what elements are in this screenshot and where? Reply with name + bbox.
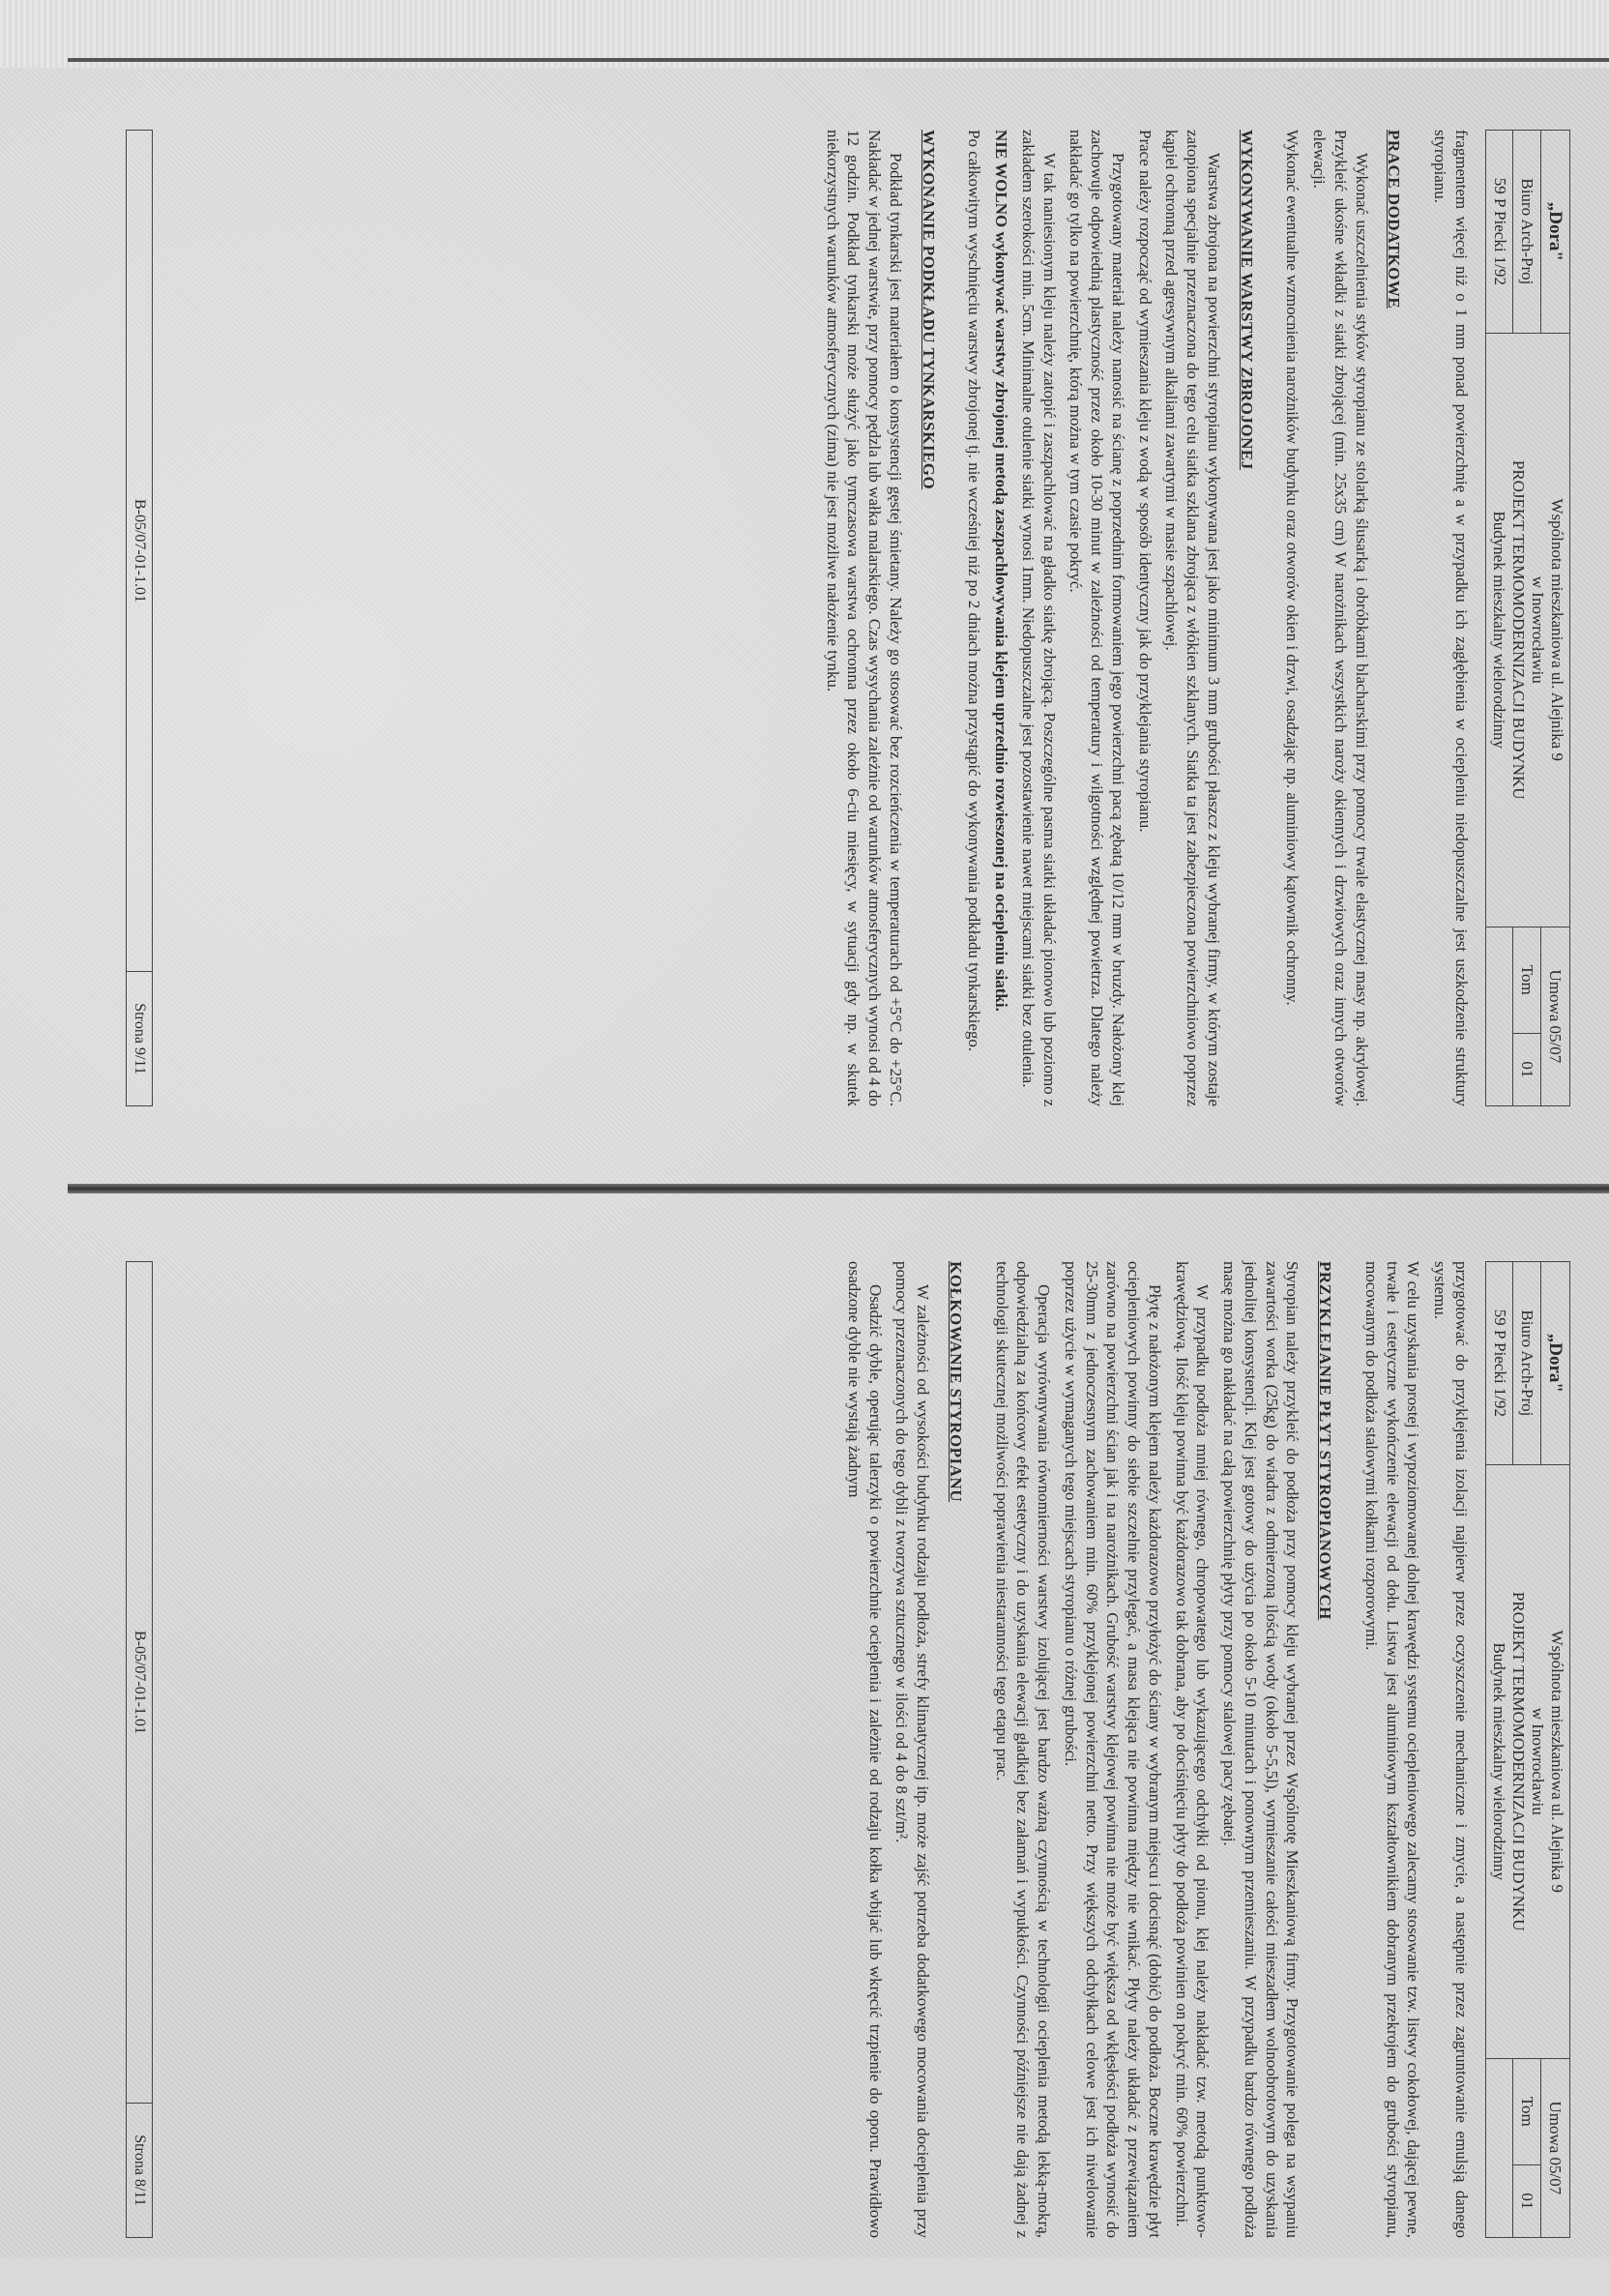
document-spread [68,62,1609,2257]
paragraph: Po całkowitym wyschnięciu warstwy zbrojonej tj. nie wcześniej niż po 2 dniach można przystąpić do wykonywania podkładu tynkarskiego. [965,130,984,1052]
emphasis-paragraph [991,130,1012,1106]
page-9 [68,72,1609,1164]
section-heading: WYKONYWANIE WARSTWY ZBROJONEJ [1237,130,1256,470]
project-line2: w Inowrocławiu [1529,1707,1547,1815]
paragraph: W przypadku podłoża mniej równego, chropowatego lub wykazującego odchyłki od pionu, klej należy nakładać tzw. metodą punktowo-krawędziową. Ilość kleju powinna być każdorazowo tak dobrana, aby po dociśnięciu płyty do podłoża powinien on pokryć min. 60% powierzchni. [1172,1261,1213,2238]
project-line2: w Inowrocławiu [1529,575,1547,684]
project-line3: PROJEKT TERMOMODERNIZACJI BUDYNKU [1509,1591,1528,1931]
paragraph: Wykonać ewentualne wzmocnienia narożników budynku oraz otworów okien i drzwi, osadzając np. aluminiowy kątownik ochronny. [1283,130,1302,1006]
paragraph: Operacja wyrównywania równomierności warstwy izolującej jest bardzo ważną czynnością w technologii ocieplenia metodą lekką-mokrą, odpowiedzialną za końcowy efekt estetyczny i do uzyskania elewacji gładkiej bez załamań i wypukłości. Czynności późniejsze nie dają żadnej z technologii skutecznej możliwości poprawienia niestaranności tego etapu prac. [992,1261,1054,2238]
page-8-body [843,1261,1472,2238]
project-line3: PROJEKT TERMOMODERNIZACJI BUDYNKU [1509,459,1528,800]
tom-value: 01 [1513,2164,1540,2237]
company-name: „Dora" [1540,1262,1569,1465]
contract-number: Umowa 05/07 [1540,927,1569,1105]
office-line1: Biuro Arch-Proj [1513,131,1540,334]
paragraph: Przygotowany materiał należy nanosić na ścianę z poprzednim formowaniem jego powierzchni pacą zębatą 10/12 mm w bruzdy. Nałożony klej zachowuje odpowiednią plastyczność przez około 10-30 minut w zależności od temperatury i wilgotności względnej powietrza. Dlatego należy nakładać go tylko na powierzchnię, którą można w tym czasie pokryć. [1067,130,1127,1106]
page-9-content [68,72,1609,1164]
paragraph: W zależności od wysokości budynku rodzaju podłoża, strefy klimatycznej itp. może zajść potrzeba dodatkowego mocowania docieplenia przy pomocy przeznaczonych do tego dybli z tworzywa sztucznego w ilości od 4 do 8 szt/m². [892,1261,933,2238]
project-cell [1486,1464,1570,2058]
page-8-header-table [1485,1261,1570,2238]
paragraph: Osadzić dyble, operując talerzyki o powierzchnie ocieplenia i zależnie od rodzaju kołka wbijać lub wkręcić trzpienie do oporu. Prawidłowo osadzone dyble nie wystają żadnym [845,1261,885,2238]
paragraph: Podkład tynkarski jest materiałem o konsystencji gęstej śmietany. Należy go stosować bez rozcieńczenia w temperaturach od +5°C do +25°C. Nakładać w jednej warstwie, przy pomocy pędzla lub wałka malarskiego. Czas wysychania zależnie od warunków atmosferycznych wynosi od 4 do 12 godzin. Podkład tynkarski może służyć jako tymczasowa warstwa ochronna przez około 6-ciu miesięcy, w sytuacji gdy np. w skutek niekorzystnych warunków atmosferycznych (zima) nie jest możliwe nałożenie tynku. [823,130,905,1106]
section-heading: PRZYKLEJANIE PŁYT STYROPIANOWYCH [1316,1261,1335,1620]
intro-paragraph: przygotować do przyklejenia izolacji najpierw przez oczyszczenie mechaniczne i zmycie, a następnie przez zagruntowanie emulsją danego systemu. [1431,1261,1471,2238]
office-line1: Biuro Arch-Proj [1513,1262,1540,1465]
document-code: B-05/07-01-1.01 [132,1630,148,1735]
page-number: Strona 8/11 [127,2103,152,2237]
project-line1: Wspólnota mieszkaniowa ul. Alejnika 9 [1548,498,1566,761]
document-code: B-05/07-01-1.01 [132,498,148,603]
paragraph: W celu uzyskania prostej i wypoziomowanej dolnej krawędzi systemu ociepleniowego zalecamy stosowanie tzw. listwy cokołowej, dającej pewne, trwałe i estetyczne wykończenie elewacji od dołu. Listwa jest aluminiowym kształtownikiem dobranym przekrojem do grubości styropianu, mocowanym do podłoża stalowymi kołkami rozporowymi. [1362,1261,1423,2238]
emphasis-text: NIE WOLNO wykonywać warstwy zbrojonej metodą zaszpachlowywania klejem uprzednio rozwieszonej na ociepleniu siatki. [992,130,1011,1012]
tom-label: Tom [1513,2058,1540,2164]
project-line4: Budynek mieszkalny wielorodzinny [1490,511,1508,749]
page-9-body [822,130,1472,1106]
page-fold [68,1184,1609,1193]
section-heading: KOŁKOWANIE STYROPIANU [947,1261,965,1503]
page-9-header-table [1485,130,1570,1106]
intro-paragraph: fragmentem więcej niż o 1 mm ponad powierzchnię a w przypadku ich zagłębienia w ociepleniu niedopuszczalne jest uszkodzenie struktury styropianu. [1431,130,1471,1106]
office-line2: 59 P Piecki 1/92 [1486,1262,1513,1465]
paragraph: Styropian należy przykleić do podłoża przy pomocy kleju wybranej przez Wspólnotę Mieszkaniową firmy. Przygotowanie polega na wsypaniu zawartości worka (25kg) do wiadra z odmierzoną ilością wody (około 5-5,5l), wymieszanie całości mieszadłem wolnoobrotowym do uzyskania jednolitej konsystencji. Klej jest gotowy do użycia po około 5-10 minutach i ponownym przemieszaniu. W przypadku bardzo równego podłoża masę można go nakładać na całą powierzchnię płyty przy pomocy stalowej pacy zębatej. [1220,1261,1302,2238]
paragraph: Warstwa zbrojona na powierzchni styropianu wykonywana jest jako minimum 3 mm grubości płaszcz z kleju wybranej firmy, w którym zostaje zatopiona specjalnie przeznaczona do tego celu siatka szklana zbrojąca z włókien szklanych. Siatka ta jest zabezpieczona powierzchniowo poprzez kąpiel ochronną przed agresywnym alkaliami zawartymi w masie szpachlowej. [1162,130,1223,1106]
section-heading: WYKONANIE PODKŁADU TYNKARSKIEGO [919,130,938,490]
header-blank [1486,927,1513,1105]
paragraph: W tak naniesionym kleju należy zatopić i zaszpachlować na gładko siatkę zbrojącą. Poszczególne pasma siatki układać pionowo lub poziomo z zakładem szerokości min. 5cm. Minimalne otulenie siatki wynosi 1mm. Niedopuszczalne jest pozostawienie nawet miejscami siatki bez otulenia. [1019,130,1059,1106]
tom-value: 01 [1513,1033,1540,1105]
project-line4: Budynek mieszkalny wielorodzinny [1490,1642,1508,1880]
project-cell [1486,333,1570,927]
page-8 [68,1203,1609,2296]
page-number: Strona 9/11 [127,971,152,1105]
page-8-content [68,1203,1609,2296]
header-blank [1486,2058,1513,2237]
paragraph: Wykonać uszczelnienia styków styropianu ze stolarką ślusarką i obróbkami blacharskimi przy pomocy trwale elastycznej masy np. akrylowej. Przykleić ukośne wkładki z siatki zbrojącej (min. 25x35 cm) W narożnikach wszystkich naroży okiennych i drzwiowych oraz innych otworów elewacji. [1310,130,1371,1106]
company-name: „Dora" [1540,131,1569,334]
section-heading: PRACE DODATKOWE [1385,130,1404,309]
project-line1: Wspólnota mieszkaniowa ul. Alejnika 9 [1548,1630,1566,1893]
tom-label: Tom [1513,927,1540,1033]
page-8-footer [126,1261,153,2238]
page-9-footer [126,130,153,1106]
contract-number: Umowa 05/07 [1540,2058,1569,2237]
paragraph: Płytę z nałożonym klejem należy każdorazowo przyłożyć do ściany w wybranym miejscu i docisnąć (dobić) do podłoża. Boczne krawędzie płyt ociepleniowych powinny do siebie szczelnie przylegać, a masa klejąca nie powinna między nie wnikać. Płyty należy układać z przewiązaniem zarówno na powierzchni ścian jak i na narożnikach. Grubość warstwy klejowej powinna nie może być większa od wklęsłości podłoża wynosić do 25-30mm z jednoczesnym zachowaniem min. 60% przyklejonej powierzchni netto. Przy większych odchyłkach celowe jest ich niwelowanie poprzez użycie w wymaganych tego miejscach styropianu o różnej grubości. [1062,1261,1164,2238]
paragraph: Prace należy rozpocząć od wymieszania kleju z wodą w sposób identyczny jak do przyklejania styropianu. [1135,130,1155,833]
office-line2: 59 P Piecki 1/92 [1486,131,1513,334]
